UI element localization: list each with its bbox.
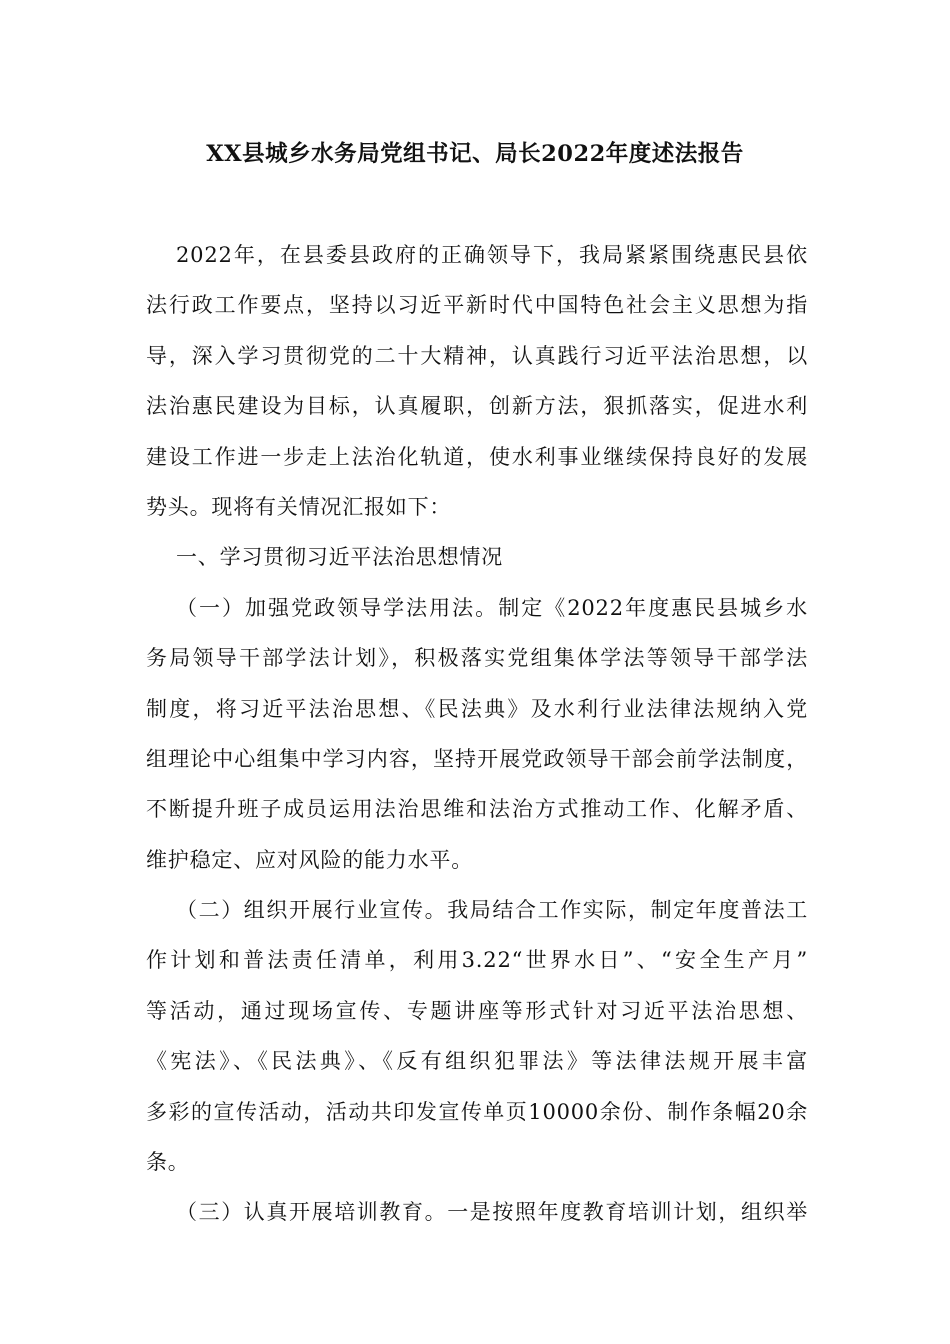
document-body <box>146 230 808 1238</box>
paragraph-line: 维护稳定、应对风险的能力水平。 <box>146 847 473 872</box>
paragraph-line: 等活动，通过现场宣传、专题讲座等形式针对习近平法治思想、 <box>146 998 808 1023</box>
section-heading: 一、学习贯彻习近平法治思想情况 <box>176 545 503 570</box>
paragraph-line: 导，深入学习贯彻党的二十大精神，认真践行习近平法治思想，以 <box>146 343 808 368</box>
paragraph-line: 务局领导干部学法计划》，积极落实党组集体学法等领导干部学法 <box>146 646 808 671</box>
paragraph-line: （二）组织开展行业宣传。我局结合工作实际，制定年度普法工 <box>176 898 808 923</box>
paragraph-line: 制度，将习近平法治思想、《民法典》及水利行业法律法规纳入党 <box>146 696 808 721</box>
paragraph-line: 法治惠民建设为目标，认真履职，创新方法，狠抓落实，促进水利 <box>146 394 808 419</box>
paragraph-line: （一）加强党政领导学法用法。制定《2022年度惠民县城乡水 <box>176 595 808 620</box>
paragraph-line: 不断提升班子成员运用法治思维和法治方式推动工作、化解矛盾、 <box>146 797 808 822</box>
paragraph-line: 组理论中心组集中学习内容，坚持开展党政领导干部会前学法制度， <box>146 746 808 771</box>
paragraph-line: 《宪法》、《民法典》、《反有组织犯罪法》等法律法规开展丰富 <box>146 1049 808 1074</box>
paragraph-line: 条。 <box>146 1150 190 1175</box>
paragraph-line: 法行政工作要点，坚持以习近平新时代中国特色社会主义思想为指 <box>146 293 808 318</box>
document-title: XX县城乡水务局党组书记、局长2022年度述法报告 <box>206 141 744 167</box>
paragraph-line: 势头。现将有关情况汇报如下： <box>146 494 452 519</box>
paragraph-line: 建设工作进一步走上法治化轨道，使水利事业继续保持良好的发展 <box>146 444 808 469</box>
paragraph-line: （三）认真开展培训教育。一是按照年度教育培训计划，组织举 <box>176 1200 808 1225</box>
paragraph-line: 2022年，在县委县政府的正确领导下，我局紧紧围绕惠民县依 <box>176 243 808 267</box>
paragraph-line: 作计划和普法责任清单，利用3.22“世界水日”、“安全生产月” <box>146 948 808 973</box>
paragraph-line: 多彩的宣传活动，活动共印发宣传单页10000余份、制作条幅20余 <box>146 1099 808 1124</box>
